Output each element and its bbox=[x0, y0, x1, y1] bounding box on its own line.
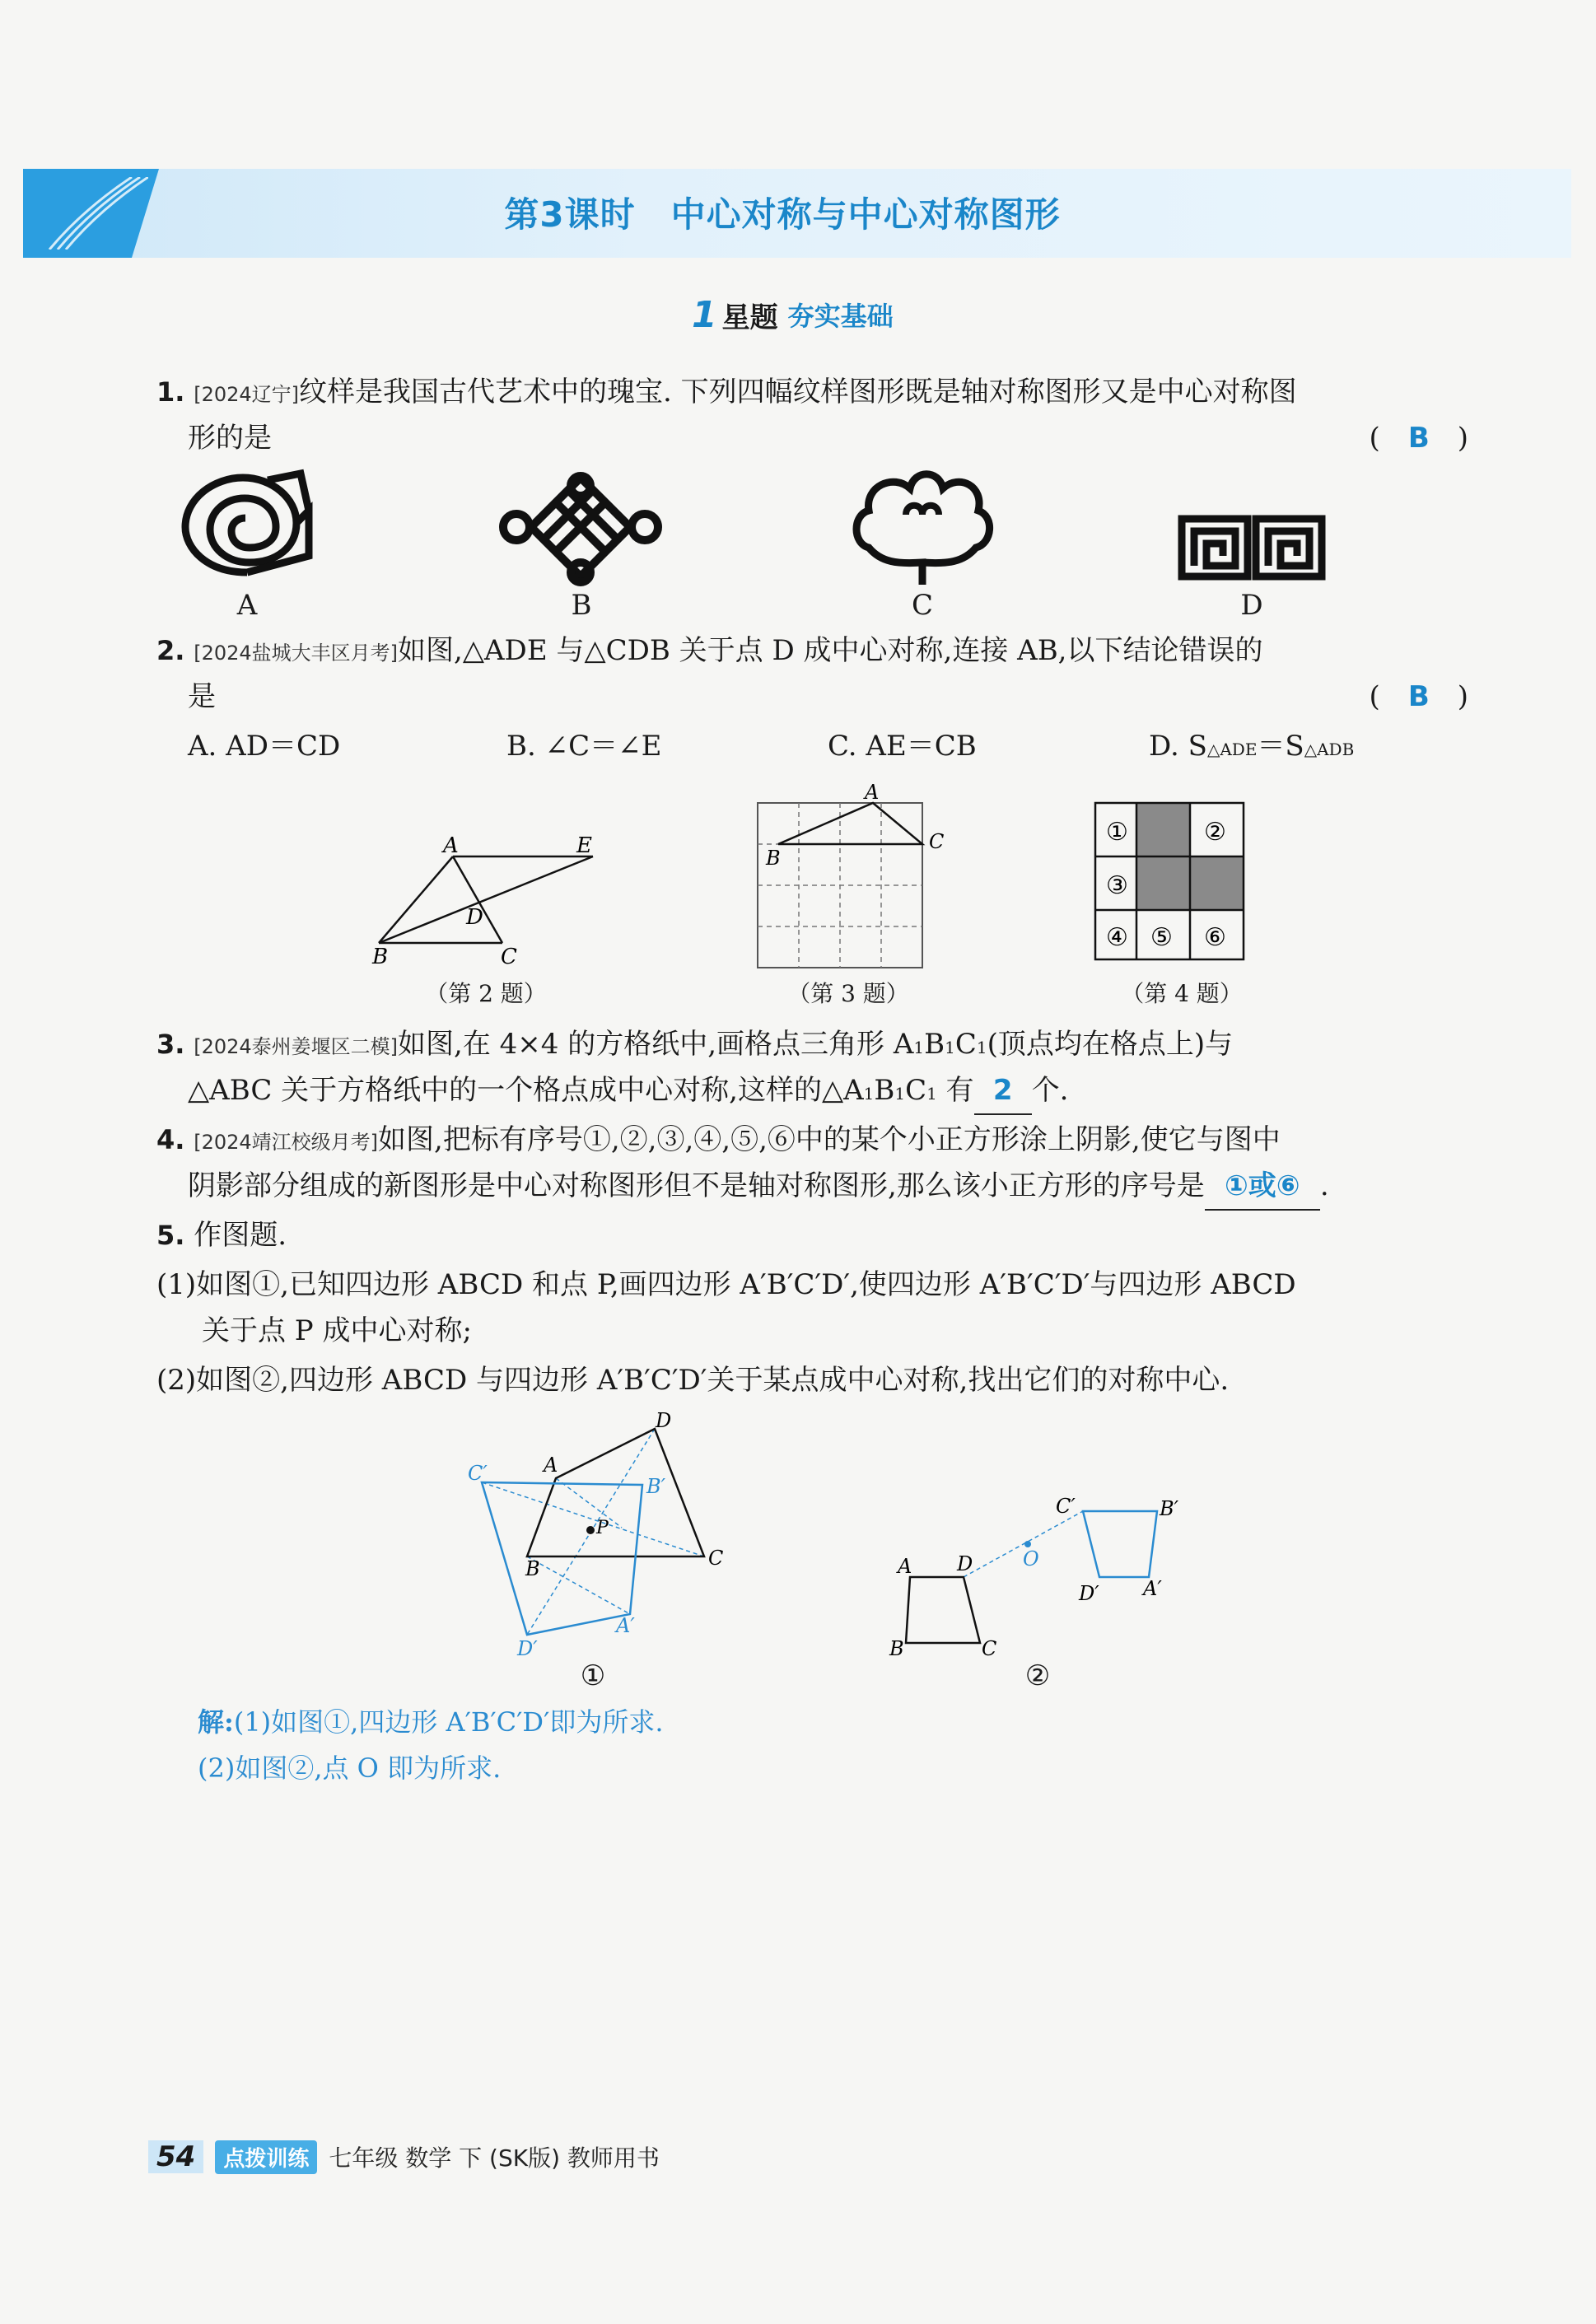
q3-text-1a: 如图,在 4×4 的方格纸中,画格点三角形 A bbox=[398, 1028, 914, 1061]
figure-q4-caption: （第 4 题） bbox=[1121, 980, 1243, 1007]
q1-answer-paren: ( B ) bbox=[1369, 422, 1468, 455]
figure-q2-caption: （第 2 题） bbox=[425, 980, 547, 1007]
q1-line2 bbox=[188, 415, 272, 461]
q3-text-2d: 有 bbox=[936, 1074, 974, 1107]
fig5a-label-c1: C′ bbox=[468, 1462, 488, 1485]
level-number: 1 bbox=[692, 293, 717, 336]
q5-part1-line1: (1)如图①,已知四边形 ABCD 和点 P,画四边形 A′B′C′D′,使四边形 A′B′C′D′与四边形 ABCD bbox=[156, 1268, 1296, 1301]
q2-option-c: C. AE＝CB bbox=[828, 730, 977, 763]
q3-sub-2: 1 bbox=[945, 1038, 955, 1057]
q1-answer: B bbox=[1407, 422, 1430, 455]
q3-text-1c: C bbox=[954, 1028, 977, 1061]
fig4-cell-5: ⑤ bbox=[1150, 923, 1173, 952]
fig4-cell-2: ② bbox=[1204, 818, 1226, 847]
footer bbox=[148, 2135, 660, 2179]
fig4-cell-6: ⑥ bbox=[1204, 923, 1226, 952]
q3-sub-3: 1 bbox=[976, 1038, 987, 1057]
figure-q4 bbox=[1091, 799, 1252, 964]
fig5b-label-a: A bbox=[898, 1555, 912, 1578]
section-heading bbox=[692, 290, 894, 339]
q1-option-a-label: A bbox=[236, 589, 258, 622]
q1-option-d-label: D bbox=[1240, 589, 1263, 622]
q3-text-2c: C bbox=[905, 1074, 927, 1107]
fig2-label-d: D bbox=[466, 905, 483, 930]
solution-label: 解: bbox=[198, 1706, 234, 1738]
q3-sub-1: 1 bbox=[913, 1038, 925, 1057]
fig2-label-b: B bbox=[372, 945, 389, 969]
q5-title-line bbox=[156, 1212, 287, 1258]
q3-text-1d: (顶点均在格点上)与 bbox=[987, 1028, 1234, 1061]
q4-line1 bbox=[156, 1117, 1281, 1165]
q2-option-a: A. AD＝CD bbox=[188, 730, 341, 763]
fig3-label-c: C bbox=[929, 830, 945, 853]
fig5b-label-c: C bbox=[982, 1637, 997, 1659]
pattern-d-fret bbox=[1178, 515, 1326, 581]
q2-option-d bbox=[1149, 723, 1354, 772]
q2-option-d-sub1: △ADE bbox=[1206, 740, 1258, 759]
q2-answer: B bbox=[1407, 680, 1430, 713]
q3-text-2e: 个. bbox=[1031, 1074, 1069, 1107]
level-name: 星题 bbox=[721, 301, 778, 334]
level-subtitle: 夯实基础 bbox=[787, 301, 894, 332]
lesson-title: 第3课时 中心对称与中心对称图形 bbox=[504, 194, 1061, 235]
solution-line2: (2)如图②,点 O 即为所求. bbox=[198, 1752, 502, 1784]
fig5a-label-d: D bbox=[656, 1412, 672, 1432]
q2-text-2: 是 bbox=[188, 680, 216, 713]
fig2-label-a: A bbox=[443, 833, 459, 858]
q3-text-2a: △ABC 关于方格纸中的一个格点成中心对称,这样的△A bbox=[188, 1074, 864, 1107]
q3-sub-5: 1 bbox=[894, 1084, 906, 1104]
fig2-label-c: C bbox=[501, 945, 517, 969]
pattern-b-knot bbox=[498, 469, 663, 589]
q2-source: [2024盐城大丰区月考] bbox=[194, 642, 399, 665]
solution-text-1: (1)如图①,四边形 A′B′C′D′即为所求. bbox=[233, 1706, 664, 1738]
q5-number: 5. bbox=[156, 1220, 185, 1251]
solution-line1 bbox=[198, 1700, 664, 1744]
q1-text-2: 形的是 bbox=[188, 422, 272, 455]
fig5a-label-p: P bbox=[596, 1518, 609, 1538]
figure-q3-caption: （第 3 题） bbox=[787, 980, 909, 1007]
q4-source: [2024靖江校级月考] bbox=[194, 1131, 379, 1154]
q2-number: 2. bbox=[156, 635, 185, 666]
q2-option-b: B. ∠C＝∠E bbox=[506, 730, 662, 763]
q4-line2 bbox=[188, 1163, 1329, 1211]
q3-sub-4: 1 bbox=[863, 1084, 875, 1104]
q2-option-d-eq: ＝S bbox=[1257, 730, 1304, 763]
figure-q2 bbox=[354, 832, 618, 972]
q3-answer-blank bbox=[974, 1067, 1032, 1115]
fig5a-label-a1: A′ bbox=[616, 1614, 635, 1637]
fig5b-label-d: D bbox=[957, 1552, 973, 1575]
q1-source: [2024辽宁] bbox=[194, 383, 300, 406]
figure-q5-2-caption: ② bbox=[1024, 1659, 1051, 1692]
q2-line1 bbox=[156, 628, 1263, 676]
fig5a-label-b1: B′ bbox=[646, 1475, 666, 1498]
q4-text-1: 如图,把标有序号①,②,③,④,⑤,⑥中的某个小正方形涂上阴影,使它与图中 bbox=[378, 1123, 1281, 1156]
book-title: 七年级 数学 下 (SK版) 教师用书 bbox=[329, 2144, 660, 2172]
page-number: 54 bbox=[148, 2140, 203, 2173]
q3-sub-6: 1 bbox=[926, 1084, 937, 1104]
q1-text-1: 纹样是我国古代艺术中的瑰宝. 下列四幅纹样图形既是轴对称图形又是中心对称图 bbox=[299, 376, 1297, 408]
fig5a-label-d1: D′ bbox=[517, 1637, 538, 1659]
pattern-c-cloud bbox=[848, 465, 996, 589]
q3-text-1b: B bbox=[924, 1028, 945, 1061]
figure-q5-2 bbox=[881, 1495, 1194, 1659]
q5-part2-line1: (2)如图②,四边形 ABCD 与四边形 A′B′C′D′关于某点成中心对称,找出它们的对称中心. bbox=[156, 1364, 1230, 1397]
q5-part1-line2: 关于点 P 成中心对称; bbox=[202, 1314, 472, 1347]
q3-line2 bbox=[188, 1067, 1069, 1117]
q1-number: 1. bbox=[156, 376, 185, 408]
figure-q5-1-caption: ① bbox=[580, 1659, 606, 1692]
q4-answer: ①或⑥ bbox=[1225, 1169, 1300, 1202]
fig4-cell-1: ① bbox=[1106, 818, 1128, 847]
fig4-cell-4: ④ bbox=[1106, 923, 1128, 952]
q4-text-2: 阴影部分组成的新图形是中心对称图形但不是轴对称图形,那么该小正方形的序号是 bbox=[188, 1169, 1205, 1202]
fig3-label-a: A bbox=[865, 782, 880, 804]
fig5a-label-c: C bbox=[708, 1547, 724, 1570]
q3-number: 3. bbox=[156, 1029, 185, 1060]
pattern-a-spiral bbox=[177, 465, 317, 589]
q3-answer: 2 bbox=[992, 1074, 1013, 1107]
q1-line1 bbox=[156, 369, 1297, 418]
fig5a-label-b: B bbox=[525, 1557, 540, 1580]
q2-line2 bbox=[188, 674, 216, 720]
brand-badge: 点拨训练 bbox=[215, 2140, 317, 2174]
q1-option-c-label: C bbox=[911, 589, 933, 622]
q1-option-b-label: B bbox=[571, 589, 592, 622]
q3-text-2b: B bbox=[874, 1074, 895, 1107]
fig2-label-e: E bbox=[576, 833, 592, 858]
fig5b-label-b: B bbox=[889, 1637, 904, 1659]
figure-q5-1 bbox=[461, 1412, 741, 1659]
q4-answer-blank bbox=[1205, 1163, 1320, 1211]
q4-number: 4. bbox=[156, 1124, 185, 1155]
q3-source: [2024泰州姜堰区二模] bbox=[194, 1035, 399, 1058]
q3-line1 bbox=[156, 1021, 1233, 1071]
fig5b-label-o: O bbox=[1023, 1547, 1039, 1570]
q4-end: . bbox=[1319, 1169, 1329, 1202]
fig5b-label-c1: C′ bbox=[1056, 1495, 1076, 1518]
fig4-cell-3: ③ bbox=[1106, 871, 1128, 900]
header-stripes-decoration bbox=[33, 177, 148, 250]
q2-text-1: 如图,△ADE 与△CDB 关于点 D 成中心对称,连接 AB,以下结论错误的 bbox=[398, 634, 1263, 667]
q2-option-d-prefix: D. S bbox=[1149, 730, 1207, 763]
figure-q3 bbox=[749, 782, 955, 972]
q5-title: 作图题. bbox=[194, 1219, 287, 1252]
fig5a-label-a: A bbox=[544, 1454, 558, 1477]
fig5b-label-a1: A′ bbox=[1143, 1577, 1162, 1600]
q2-option-d-sub2: △ADB bbox=[1304, 740, 1355, 759]
q2-answer-paren: ( B ) bbox=[1369, 680, 1468, 713]
fig5b-label-d1: D′ bbox=[1079, 1582, 1099, 1605]
fig3-label-b: B bbox=[766, 847, 781, 870]
fig5b-label-b1: B′ bbox=[1160, 1497, 1179, 1520]
